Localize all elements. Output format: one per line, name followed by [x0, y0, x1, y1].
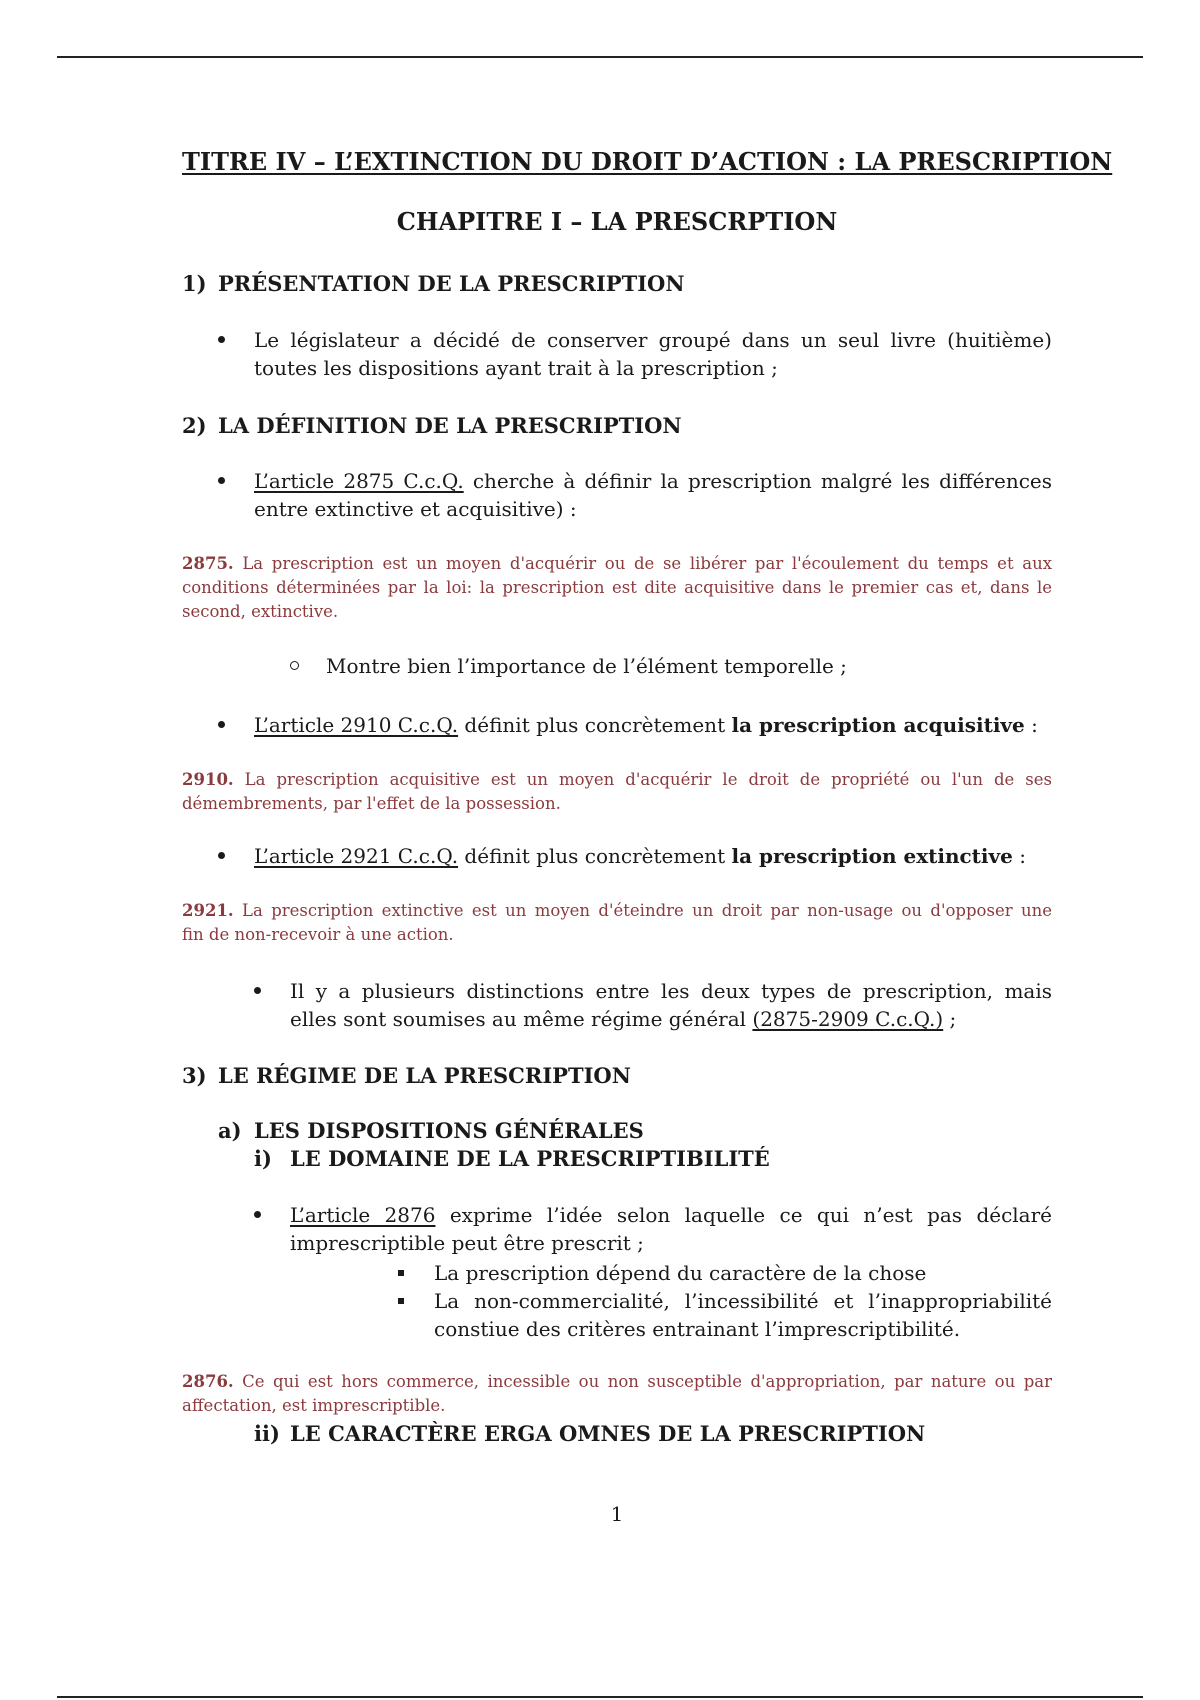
article-quote-2921: 2921. La prescription extinctive est un moyen d'éteindre un droit par non-usage ou d'opposer une fin de non-recevoir à une action.	[182, 901, 1052, 944]
chapter-title: CHAPITRE I – LA PRESCRPTION	[396, 207, 838, 236]
article-quote-2875: 2875. La prescription est un moyen d'acquérir ou de se libérer par l'écoulement du temps et aux conditions déterminées par la loi: la prescription est dite acquisitive dans le premier cas et, dans le second, extinctive.	[182, 554, 1052, 621]
document-title: TITRE IV – L’EXTINCTION DU DROIT D’ACTION : LA PRESCRIPTION	[182, 147, 1113, 176]
bullet-icon	[218, 326, 254, 354]
bullet-icon	[218, 467, 254, 495]
section-heading-1: 1) PRÉSENTATION DE LA PRESCRIPTION	[182, 271, 685, 296]
square-bullet-icon	[398, 1287, 434, 1315]
footer-rule	[57, 1696, 1143, 1698]
bullet-icon	[218, 842, 254, 870]
header-rule	[57, 56, 1143, 58]
section-heading-3: 3) LE RÉGIME DE LA PRESCRIPTION	[182, 1063, 631, 1088]
circle-bullet-icon	[290, 652, 326, 680]
article-reference: L’article 2910 C.c.Q.	[254, 713, 459, 737]
bullet-icon	[218, 711, 254, 739]
square-bullet-icon	[398, 1259, 434, 1287]
bullet-icon	[254, 1201, 290, 1229]
article-reference: L’article 2921 C.c.Q.	[254, 844, 459, 868]
section-heading-2: 2) LA DÉFINITION DE LA PRESCRIPTION	[182, 413, 682, 438]
subsubsection-heading-i: i) LE DOMAINE DE LA PRESCRIPTIBILITÉ	[254, 1146, 770, 1171]
article-reference: L’article 2875 C.c.Q.	[254, 469, 464, 493]
article-quote-2910: 2910. La prescription acquisitive est un moyen d'acquérir le droit de propriété ou l'un de ses démembrements, par l'effet de la possession.	[182, 770, 1052, 813]
subsubsection-heading-ii: ii) LE CARACTÈRE ERGA OMNES DE LA PRESCRIPTION	[254, 1421, 926, 1446]
article-reference: L’article 2876	[290, 1203, 436, 1227]
page-number: 1	[610, 1502, 624, 1526]
subsection-heading-a: a) LES DISPOSITIONS GÉNÉRALES	[218, 1118, 644, 1143]
article-quote-2876: 2876. Ce qui est hors commerce, incessible ou non susceptible d'appropriation, par nature ou par affectation, est imprescriptible.	[182, 1372, 1052, 1415]
bullet-icon	[254, 977, 290, 1005]
article-reference: (2875-2909 C.c.Q.)	[752, 1007, 944, 1031]
